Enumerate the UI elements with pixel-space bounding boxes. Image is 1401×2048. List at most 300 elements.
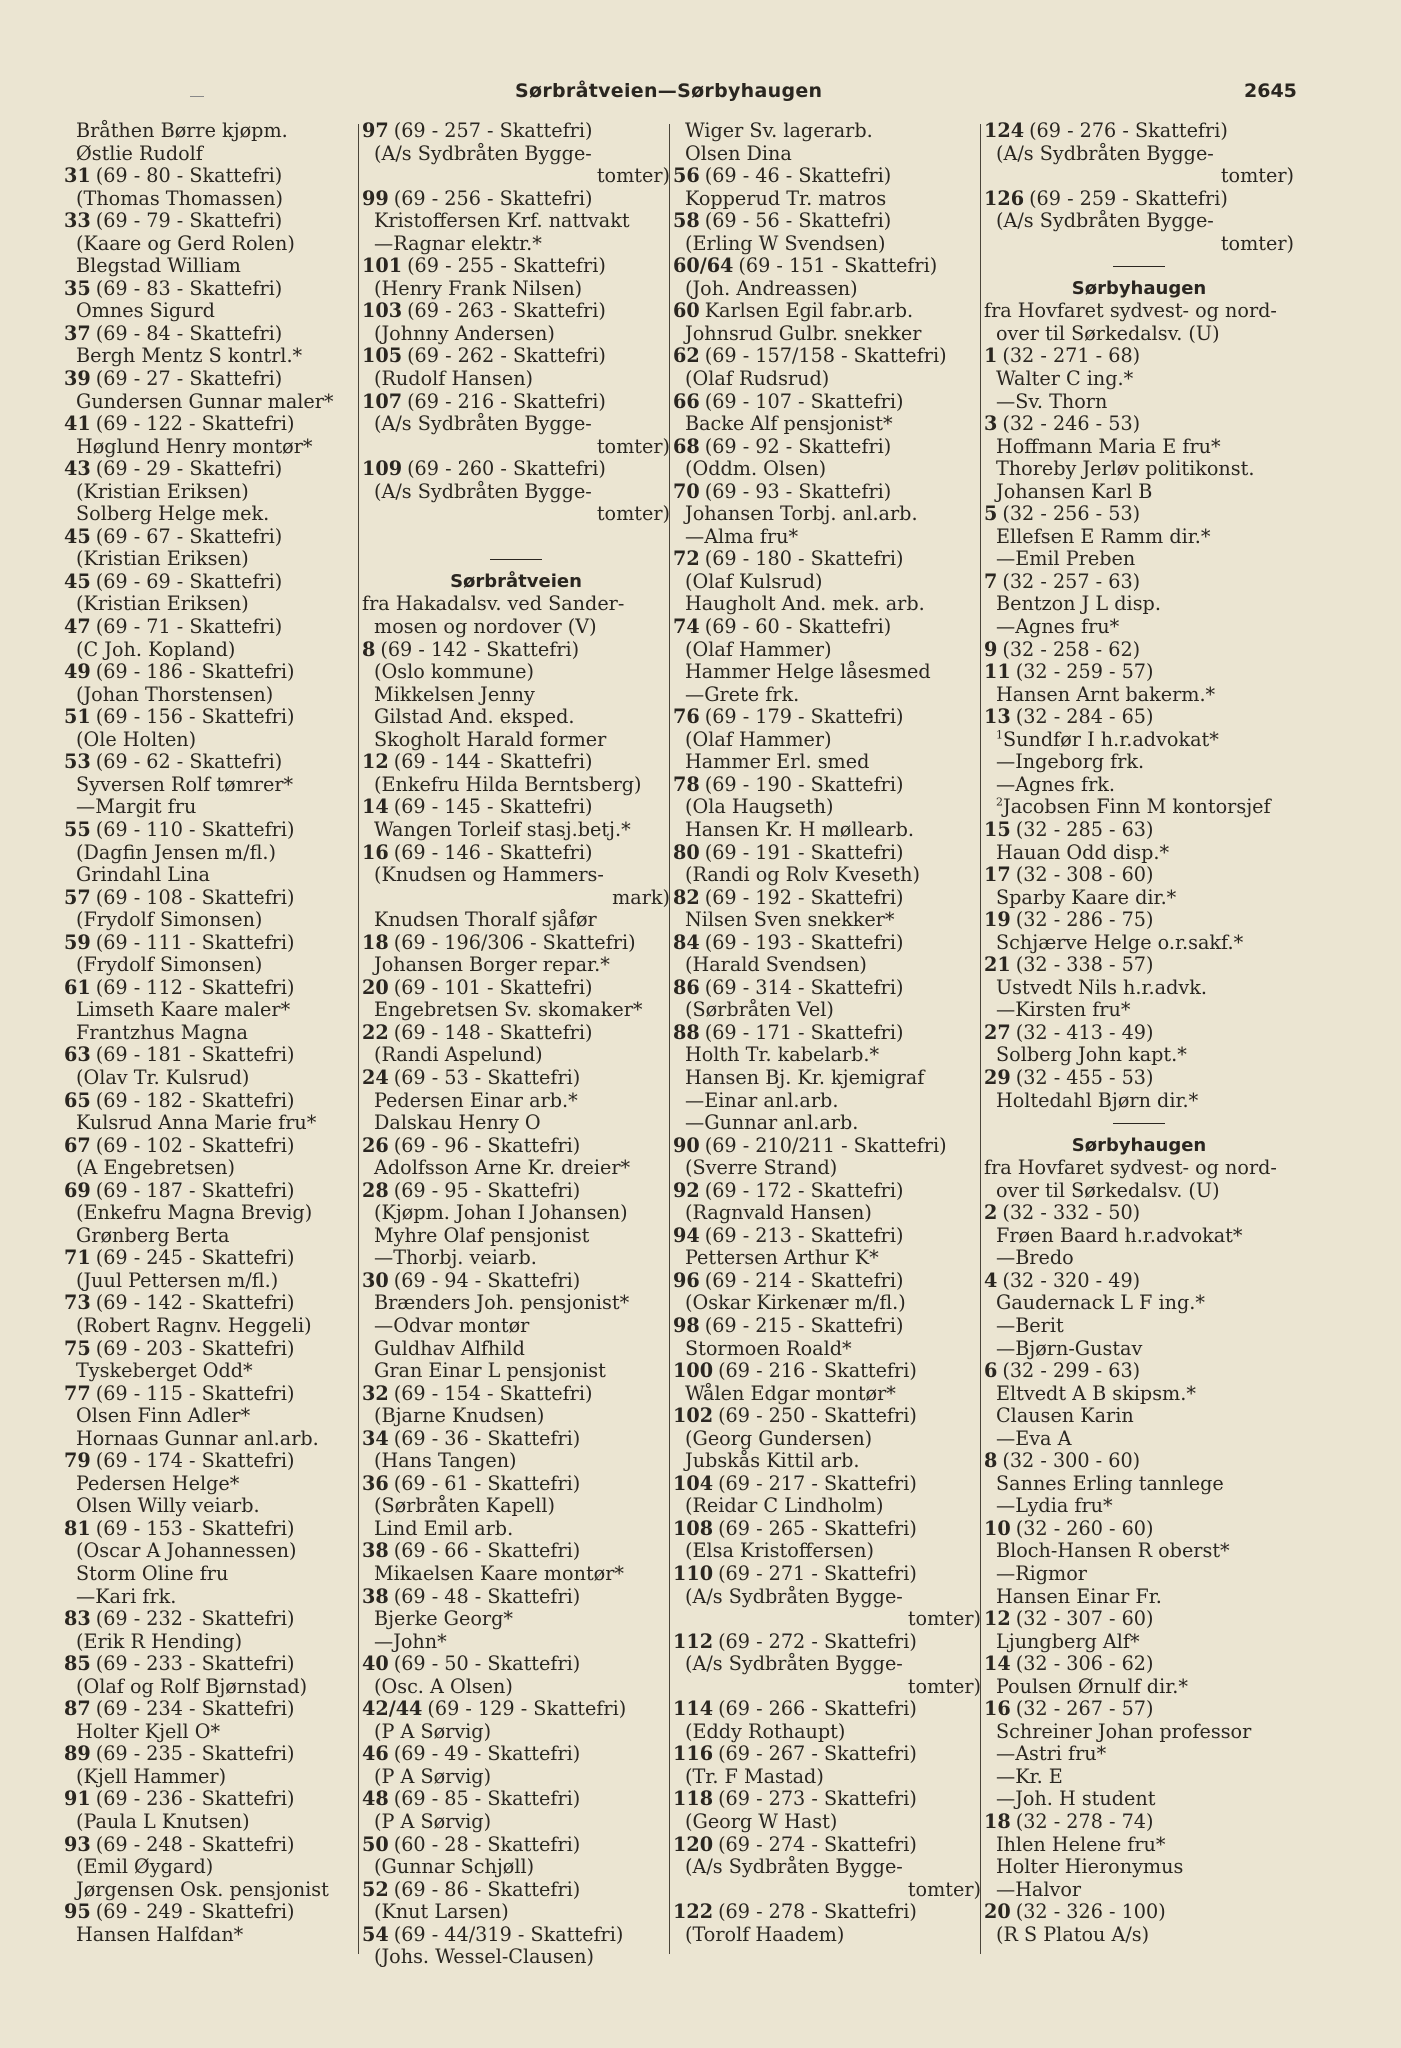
entry-text: over til Sørkedalsv. (U) [996, 321, 1220, 345]
address-entry [362, 1270, 670, 1293]
entry-text: Haugholt And. mek. arb. [685, 592, 925, 616]
house-number: 55 [64, 817, 91, 841]
entry-text: Hansen Halfdan* [76, 1922, 244, 1946]
address-entry [673, 932, 981, 955]
house-number: 86 [673, 975, 700, 999]
entry-text: (32 - 257 - 63) [1002, 569, 1141, 593]
entry-text: Limseth Kaare maler* [76, 998, 291, 1022]
address-entry [984, 1022, 1294, 1045]
house-number: 71 [64, 1246, 91, 1270]
resident-entry [984, 1495, 1294, 1518]
address-entry [64, 977, 359, 1000]
house-number: 90 [673, 1133, 700, 1157]
address-entry [64, 1247, 359, 1270]
entry-text: (32 - 308 - 60) [1015, 863, 1154, 887]
entry-text: Gaudernack L F ing.* [996, 1291, 1205, 1315]
address-entry [362, 796, 670, 819]
house-number: 4 [984, 1268, 998, 1292]
resident-entry [984, 165, 1294, 188]
entry-text: Schjærve Helge o.r.sakf.* [996, 930, 1244, 954]
entry-text: (Joh. Andreassen) [685, 276, 858, 300]
entry-text: Schreiner Johan professor [996, 1719, 1252, 1743]
entry-text: Gundersen Gunnar maler* [76, 389, 334, 413]
entry-text: (69 - 83 - Skattefri) [95, 276, 283, 300]
entry-text: Karlsen Egil fabr.arb. [704, 299, 914, 323]
resident-entry [64, 796, 359, 819]
column-4 [984, 120, 1294, 1946]
house-number: 109 [362, 457, 403, 481]
entry-text: Ellefsen E Ramm dir.* [996, 524, 1211, 548]
house-number: 51 [64, 705, 91, 729]
resident-entry [64, 999, 359, 1022]
address-entry [984, 1608, 1294, 1631]
entry-text: (69 - 191 - Skattefri) [704, 840, 904, 864]
entry-text: Bentzon J L disp. [996, 592, 1161, 616]
address-entry [673, 1698, 981, 1721]
house-number: 93 [64, 1832, 91, 1856]
entry-text: —Lydia fru* [996, 1494, 1113, 1518]
resident-entry [362, 1338, 670, 1361]
resident-entry [673, 1608, 981, 1631]
entry-text: (69 - 153 - Skattefri) [95, 1516, 295, 1540]
resident-entry [64, 1022, 359, 1045]
entry-text: (32 - 258 - 62) [1002, 637, 1141, 661]
entry-text: (69 - 216 - Skattefri) [718, 1359, 917, 1383]
house-number: 15 [984, 817, 1011, 841]
resident-entry [984, 1766, 1294, 1789]
address-entry [362, 1180, 670, 1203]
address-entry [64, 616, 359, 639]
resident-entry [673, 1811, 981, 1834]
resident-entry [362, 1292, 670, 1315]
entry-text: (69 - 256 - Skattefri) [393, 186, 593, 210]
address-entry [984, 1202, 1294, 1225]
house-number: 32 [362, 1381, 389, 1405]
entry-text: (69 - 234 - Skattefri) [95, 1697, 295, 1721]
house-number: 14 [984, 1652, 1011, 1676]
house-number: 100 [673, 1359, 714, 1383]
address-entry [362, 120, 670, 143]
header-dash [190, 96, 204, 97]
resident-entry [984, 1315, 1294, 1338]
resident-entry [362, 1090, 670, 1113]
address-entry [673, 887, 981, 910]
entry-text: (69 - 263 - Skattefri) [407, 299, 606, 323]
resident-entry [984, 526, 1294, 549]
resident-entry [362, 1450, 670, 1473]
address-entry [362, 255, 670, 278]
entry-text: (69 - 156 - Skattefri) [95, 705, 295, 729]
address-entry [984, 1698, 1294, 1721]
resident-entry [673, 1202, 981, 1225]
entry-text: over til Sørkedalsv. (U) [996, 1178, 1220, 1202]
entry-text: (69 - 142 - Skattefri) [380, 637, 580, 661]
entry-text: Solberg Helge mek. [76, 502, 270, 526]
resident-entry [362, 1721, 670, 1744]
resident-entry [362, 1315, 670, 1338]
resident-entry [673, 120, 981, 143]
entry-text: —Bredo [996, 1246, 1074, 1270]
resident-entry [64, 954, 359, 977]
entry-text: (32 - 307 - 60) [1015, 1607, 1154, 1631]
entry-text: (32 - 413 - 49) [1015, 1020, 1154, 1044]
entry-text: (69 - 213 - Skattefri) [704, 1223, 904, 1247]
column-2 [362, 120, 670, 1969]
resident-entry [362, 1518, 670, 1541]
house-number: 76 [673, 705, 700, 729]
resident-entry [984, 368, 1294, 391]
house-number: 80 [673, 840, 700, 864]
entry-text: (69 - 203 - Skattefri) [95, 1336, 295, 1360]
house-number: 31 [64, 164, 91, 188]
resident-entry [984, 1157, 1294, 1180]
entry-text: (69 - 80 - Skattefri) [95, 164, 283, 188]
address-entry [673, 1315, 981, 1338]
entry-text: fra Hovfaret sydvest- og nord- [984, 299, 1277, 323]
resident-entry [64, 1225, 359, 1248]
house-number: 98 [673, 1313, 700, 1337]
address-entry [64, 458, 359, 481]
resident-entry [64, 1112, 359, 1135]
entry-text: (69 - 62 - Skattefri) [95, 750, 283, 774]
resident-entry [984, 1834, 1294, 1857]
entry-text: (Kaare og Gerd Rolen) [76, 231, 295, 255]
resident-entry [64, 1202, 359, 1225]
resident-entry [64, 481, 359, 504]
house-number: 99 [362, 186, 389, 210]
address-entry [673, 1225, 981, 1248]
entry-text: (69 - 233 - Skattefri) [95, 1652, 295, 1676]
resident-entry [984, 1292, 1294, 1315]
entry-text: Hauan Odd disp.* [996, 840, 1170, 864]
resident-entry [984, 481, 1294, 504]
resident-entry [673, 1924, 981, 1947]
entry-text: (69 - 95 - Skattefri) [393, 1178, 581, 1202]
house-number: 95 [64, 1900, 91, 1924]
entry-text: (69 - 236 - Skattefri) [95, 1787, 295, 1811]
address-entry [362, 1428, 670, 1451]
house-number: 17 [984, 863, 1011, 887]
resident-entry [64, 1405, 359, 1428]
entry-text: (Dagfin Jensen m/fl.) [76, 840, 276, 864]
entry-text: (Randi Aspelund) [374, 1043, 543, 1067]
entry-text: Høglund Henry montør* [76, 434, 313, 458]
entry-text: Jacobsen Finn M kontorsjef [1003, 795, 1271, 819]
resident-entry [362, 1202, 670, 1225]
house-number: 52 [362, 1877, 389, 1901]
entry-text: (Olav Tr. Kulsrud) [76, 1065, 250, 1089]
house-number: 14 [362, 795, 389, 819]
entry-text: —Ragnar elektr.* [374, 231, 542, 255]
entry-text: (69 - 193 - Skattefri) [704, 930, 904, 954]
entry-text: Nilsen Sven snekker* [685, 908, 895, 932]
entry-text: Hammer Erl. smed [685, 750, 870, 774]
resident-entry [362, 143, 670, 166]
resident-entry [64, 1676, 359, 1699]
resident-entry [362, 729, 670, 752]
entry-text: (69 - 108 - Skattefri) [95, 885, 295, 909]
resident-entry [362, 165, 670, 188]
house-number: 3 [984, 412, 998, 436]
resident-entry [362, 1247, 670, 1270]
resident-entry [362, 684, 670, 707]
entry-text: Pedersen Helge* [76, 1471, 240, 1495]
entry-text: (69 - 171 - Skattefri) [704, 1020, 904, 1044]
house-number: 13 [984, 705, 1011, 729]
entry-text: (69 - 50 - Skattefri) [393, 1652, 581, 1676]
house-number: 38 [362, 1584, 389, 1608]
entry-text: (Olaf Rudsrud) [685, 367, 830, 391]
entry-text: (69 - 110 - Skattefri) [95, 817, 295, 841]
entry-text: (32 - 285 - 63) [1015, 817, 1154, 841]
resident-entry [984, 1631, 1294, 1654]
address-entry [362, 458, 670, 481]
address-entry [673, 1473, 981, 1496]
address-entry [984, 819, 1294, 842]
entry-text: —Halvor [996, 1877, 1082, 1901]
entry-text: Holtedahl Bjørn dir.* [996, 1088, 1199, 1112]
house-number: 83 [64, 1607, 91, 1631]
entry-text: (69 - 248 - Skattefri) [95, 1832, 295, 1856]
resident-entry [984, 774, 1294, 797]
resident-entry [64, 842, 359, 865]
address-entry [984, 1067, 1294, 1090]
house-number: 92 [673, 1178, 700, 1202]
address-entry [984, 639, 1294, 662]
house-number: 45 [64, 569, 91, 593]
resident-entry [984, 300, 1294, 323]
street-heading [984, 1135, 1294, 1158]
house-number: 78 [673, 772, 700, 796]
address-entry [64, 1653, 359, 1676]
resident-entry [362, 436, 670, 459]
entry-text: Hammer Helge låsesmed [685, 660, 931, 684]
resident-entry [64, 1811, 359, 1834]
entry-text: (69 - 69 - Skattefri) [95, 569, 283, 593]
entry-text: (69 - 276 - Skattefri) [1029, 119, 1228, 142]
entry-text: —Grete frk. [685, 682, 800, 706]
entry-text: (32 - 326 - 100) [1015, 1900, 1166, 1924]
entry-text: —Berit [996, 1313, 1064, 1337]
resident-entry [984, 1338, 1294, 1361]
house-number: 91 [64, 1787, 91, 1811]
entry-text: —Kari frk. [76, 1584, 177, 1608]
address-entry [362, 639, 670, 662]
resident-entry [362, 210, 670, 233]
entry-text: Walter C ing.* [996, 367, 1134, 391]
resident-entry [64, 1540, 359, 1563]
resident-entry [362, 503, 670, 526]
address-entry [673, 1743, 981, 1766]
entry-text: Holter Kjell O* [76, 1719, 221, 1743]
resident-entry [64, 639, 359, 662]
page-title: Sørbråtveien—Sørbyhaugen [515, 80, 823, 102]
house-number: 116 [673, 1742, 714, 1766]
entry-text: (A/s Sydbråten Bygge- [685, 1584, 903, 1608]
address-entry [362, 1586, 670, 1609]
entry-text: Poulsen Ørnulf dir.* [996, 1674, 1188, 1698]
entry-text: (69 - 190 - Skattefri) [704, 772, 904, 796]
address-entry [673, 391, 981, 414]
entry-text: (69 - 172 - Skattefri) [704, 1178, 904, 1202]
address-entry [64, 1518, 359, 1541]
spacer [362, 526, 670, 549]
address-entry [64, 1044, 359, 1067]
address-entry [984, 1270, 1294, 1293]
address-entry [64, 932, 359, 955]
address-entry [984, 345, 1294, 368]
resident-entry [362, 1157, 670, 1180]
entry-text: (32 - 259 - 57) [1015, 660, 1154, 684]
resident-entry [673, 571, 981, 594]
house-number: 18 [362, 930, 389, 954]
address-entry [984, 864, 1294, 887]
resident-entry [673, 188, 981, 211]
entry-text: Solberg John kapt.* [996, 1043, 1187, 1067]
resident-entry [673, 143, 981, 166]
house-number: 96 [673, 1268, 700, 1292]
address-entry [673, 616, 981, 639]
house-number: 28 [362, 1178, 389, 1202]
entry-text: (32 - 455 - 53) [1015, 1065, 1154, 1089]
entry-text: Sørbråtveien [450, 570, 582, 592]
entry-text: Gilstad And. eksped. [374, 705, 575, 729]
address-entry [673, 1022, 981, 1045]
house-number: 110 [673, 1562, 714, 1585]
entry-text: (69 - 48 - Skattefri) [393, 1584, 581, 1608]
entry-text: (Emil Øygard) [76, 1855, 214, 1879]
entry-text: (69 - 94 - Skattefri) [393, 1268, 581, 1292]
resident-entry [673, 751, 981, 774]
resident-entry [673, 458, 981, 481]
entry-text: (Olaf Hammer) [685, 637, 832, 661]
entry-text: Olsen Finn Adler* [76, 1404, 251, 1428]
resident-entry [673, 819, 981, 842]
house-number: 39 [64, 367, 91, 391]
entry-text: (69 - 36 - Skattefri) [393, 1426, 581, 1450]
entry-text: (69 - 186 - Skattefri) [95, 660, 295, 684]
entry-text: (Sørbråten Vel) [685, 998, 834, 1022]
address-entry [673, 1405, 981, 1428]
house-number: 2 [984, 1201, 998, 1225]
entry-text: (69 - 145 - Skattefri) [393, 795, 593, 819]
house-number: 12 [362, 750, 389, 774]
resident-entry [984, 796, 1294, 819]
entry-text: Grønberg Berta [76, 1223, 230, 1247]
entry-text: (69 - 157/158 - Skattefri) [704, 344, 947, 368]
address-entry [362, 842, 670, 865]
resident-entry [64, 1360, 359, 1383]
resident-entry [673, 684, 981, 707]
house-number: 59 [64, 930, 91, 954]
resident-entry [673, 954, 981, 977]
house-number: 104 [673, 1471, 714, 1495]
entry-text: (Kristian Eriksen) [76, 479, 249, 503]
address-entry [984, 1360, 1294, 1383]
entry-text: (P A Sørvig) [374, 1810, 492, 1834]
resident-entry [64, 436, 359, 459]
entry-text: (A/s Sydbråten Bygge- [996, 209, 1214, 233]
entry-text: —Einar anl.arb. [685, 1088, 839, 1112]
entry-text: (69 - 56 - Skattefri) [704, 209, 892, 233]
entry-text: (Reidar C Lindholm) [685, 1494, 884, 1518]
resident-entry [984, 1405, 1294, 1428]
entry-text: (Eddy Rothaupt) [685, 1719, 846, 1743]
entry-text: (69 - 86 - Skattefri) [393, 1877, 581, 1901]
entry-text: Engebretsen Sv. skomaker* [374, 998, 643, 1022]
house-number: 50 [362, 1832, 389, 1856]
address-entry [362, 1067, 670, 1090]
entry-text: (69 - 181 - Skattefri) [95, 1043, 295, 1067]
entry-text: (69 - 144 - Skattefri) [393, 750, 593, 774]
resident-entry [64, 1563, 359, 1586]
house-number: 66 [673, 389, 700, 413]
resident-entry [673, 1721, 981, 1744]
resident-entry [673, 1428, 981, 1451]
house-number: 72 [673, 547, 700, 571]
resident-entry [64, 1586, 359, 1609]
house-number: 12 [984, 1607, 1011, 1631]
entry-text: Gran Einar L pensjonist [374, 1359, 606, 1383]
resident-entry [362, 1225, 670, 1248]
house-number: 60/64 [673, 254, 734, 278]
house-number: 81 [64, 1516, 91, 1540]
address-entry [362, 188, 670, 211]
entry-text: Tyskeberget Odd* [76, 1359, 253, 1383]
entry-text: (Elsa Kristoffersen) [685, 1539, 874, 1563]
resident-entry [64, 729, 359, 752]
address-entry [362, 1788, 670, 1811]
entry-text: (69 - 93 - Skattefri) [704, 479, 892, 503]
entry-text: Hansen Arnt bakerm.* [996, 682, 1216, 706]
entry-text: (A/s Sydbråten Bygge- [685, 1652, 903, 1676]
house-number: 126 [984, 186, 1025, 210]
entry-text: Ihlen Helene fru* [996, 1832, 1166, 1856]
resident-entry [673, 1067, 981, 1090]
entry-text: (69 - 257 - Skattefri) [393, 119, 593, 142]
house-number: 105 [362, 344, 403, 368]
resident-entry [673, 1540, 981, 1563]
entry-text: Mikkelsen Jenny [374, 682, 535, 706]
entry-text: (69 - 27 - Skattefri) [95, 367, 283, 391]
entry-text: (69 - 46 - Skattefri) [704, 164, 892, 188]
address-entry [64, 751, 359, 774]
entry-text: (32 - 256 - 53) [1002, 502, 1141, 526]
entry-text: (Kristian Eriksen) [76, 547, 249, 571]
entry-text: Johnsrud Gulbr. snekker [685, 321, 922, 345]
entry-text: (Frydolf Simonsen) [76, 953, 263, 977]
house-number: 40 [362, 1652, 389, 1676]
entry-text: (32 - 278 - 74) [1015, 1810, 1154, 1834]
address-entry [64, 887, 359, 910]
entry-text: (69 - 267 - Skattefri) [718, 1742, 917, 1766]
entry-text: Østlie Rudolf [76, 141, 203, 165]
address-entry [984, 188, 1294, 211]
resident-entry [362, 887, 670, 910]
resident-entry [984, 1247, 1294, 1270]
address-entry [362, 1135, 670, 1158]
address-entry [673, 1901, 981, 1924]
resident-entry [362, 593, 670, 616]
entry-text: mosen og nordover (V) [374, 615, 597, 639]
page-number: 2645 [1244, 80, 1297, 102]
entry-text: Myhre Olaf pensjonist [374, 1223, 590, 1247]
entry-text: (69 - 142 - Skattefri) [95, 1291, 295, 1315]
entry-text: (32 - 338 - 57) [1015, 953, 1154, 977]
resident-entry [673, 1856, 981, 1879]
resident-entry [673, 999, 981, 1022]
resident-entry [673, 1157, 981, 1180]
